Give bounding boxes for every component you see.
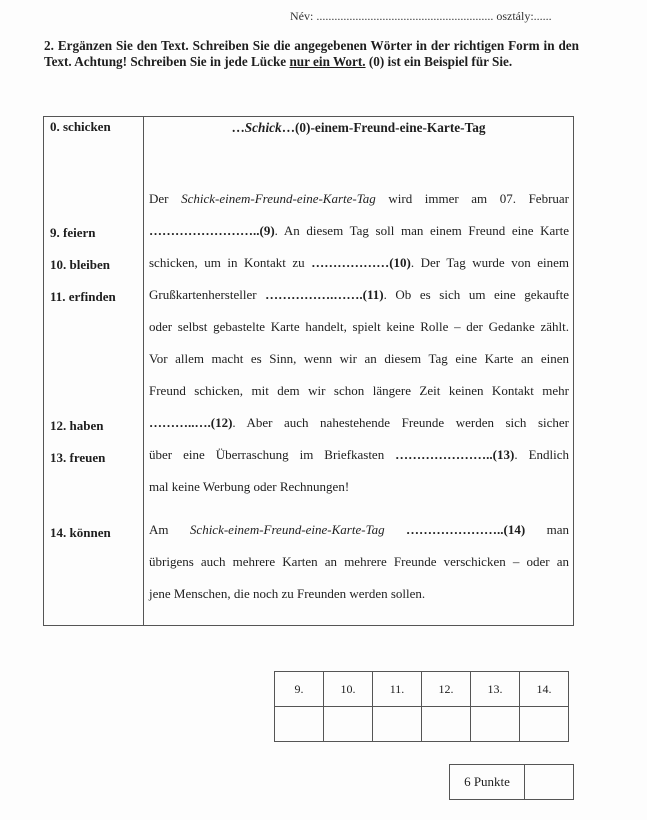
text-line-13: jene Menschen, die noch zu Freunden werden sollen. — [149, 586, 426, 601]
name-field[interactable]: ........................................................... — [316, 9, 494, 23]
gap-11[interactable]: …………….…….(11) — [265, 287, 384, 302]
class-label: osztály: — [496, 9, 534, 23]
text-line-8: ………..….(12). Aber auch nahestehende Freunde werden sich sicher — [149, 415, 569, 430]
gap-10[interactable]: ………………(10) — [311, 255, 411, 270]
text-line-1: Der Schick-einem-Freund-eine-Karte-Tag wird immer am 07. Februar — [149, 191, 569, 206]
answer-cell-13[interactable] — [471, 707, 520, 742]
word-label-10: 10. bleiben — [50, 257, 110, 272]
points-label: 6 Punkte — [450, 765, 525, 800]
answer-cell-9[interactable] — [275, 707, 324, 742]
answer-cell-10[interactable] — [324, 707, 373, 742]
text-line-3: schicken, um in Kontakt zu ………………(10). Der Tag wurde von einem — [149, 255, 569, 270]
text-line-5: oder selbst gebastelte Karte handelt, spielt keine Rolle – der Gedanke zählt. — [149, 319, 569, 334]
gap-text-table — [43, 116, 574, 626]
example-heading: …Schick…(0)-einem-Freund-eine-Karte-Tag — [231, 120, 486, 135]
task-instructions: 2. Ergänzen Sie den Text. Schreiben Sie die angegebenen Wörter in der richtigen Form in den Text. Achtung! Schreiben Sie in jede Lücke nur ein Wort. (0) ist ein Beispiel für Sie. — [44, 38, 579, 69]
text-line-9: über eine Überraschung im Briefkasten …………………..(13). Endlich — [149, 447, 569, 462]
gap-12[interactable]: ………..….(12) — [149, 415, 233, 430]
answer-cell-11[interactable] — [373, 707, 422, 742]
word-label-0: 0. schicken — [50, 119, 111, 134]
class-field[interactable]: ...... — [533, 9, 552, 23]
points-box — [449, 764, 574, 800]
points-score-cell[interactable] — [525, 765, 574, 800]
text-line-7: Freund schicken, mit dem wir schon längere Zeit keinen Kontakt mehr — [149, 383, 569, 398]
gap-9[interactable]: ……………………..(9) — [149, 223, 275, 238]
text-line-11: Am Schick-einem-Freund-eine-Karte-Tag …………………..(14) man — [149, 522, 569, 537]
header-name-class-line — [290, 9, 590, 24]
answer-header-14: 14. — [520, 672, 569, 707]
text-line-6: Vor allem macht es Sinn, wenn wir an diesem Tag eine Karte an einen — [149, 351, 569, 366]
gap-14[interactable]: …………………..(14) — [384, 522, 526, 537]
word-label-12: 12. haben — [50, 418, 104, 433]
answer-table — [274, 671, 569, 742]
answer-cell-12[interactable] — [422, 707, 471, 742]
instruction-emphasis: nur ein Wort. — [289, 54, 366, 69]
answer-header-11: 11. — [373, 672, 422, 707]
answer-header-13: 13. — [471, 672, 520, 707]
text-line-10: mal keine Werbung oder Rechnungen! — [149, 479, 350, 494]
name-label: Név: — [290, 9, 314, 23]
word-label-13: 13. freuen — [50, 450, 106, 465]
answer-input-row — [275, 707, 569, 742]
answer-header-9: 9. — [275, 672, 324, 707]
column-divider — [143, 117, 144, 625]
word-label-14: 14. können — [50, 525, 111, 540]
answer-header-10: 10. — [324, 672, 373, 707]
text-line-4: Grußkartenhersteller …………….…….(11). Ob es sich um eine gekaufte — [149, 287, 569, 302]
text-line-2: ……………………..(9). An diesem Tag soll man einem Freund eine Karte — [149, 223, 569, 238]
gap-13[interactable]: …………………..(13) — [395, 447, 515, 462]
word-label-9: 9. feiern — [50, 225, 96, 240]
text-line-12: übrigens auch mehrere Karten an mehrere Freunde verschicken – oder an — [149, 554, 569, 569]
word-label-11: 11. erfinden — [50, 289, 116, 304]
answer-header-row — [275, 672, 569, 707]
answer-cell-14[interactable] — [520, 707, 569, 742]
answer-header-12: 12. — [422, 672, 471, 707]
